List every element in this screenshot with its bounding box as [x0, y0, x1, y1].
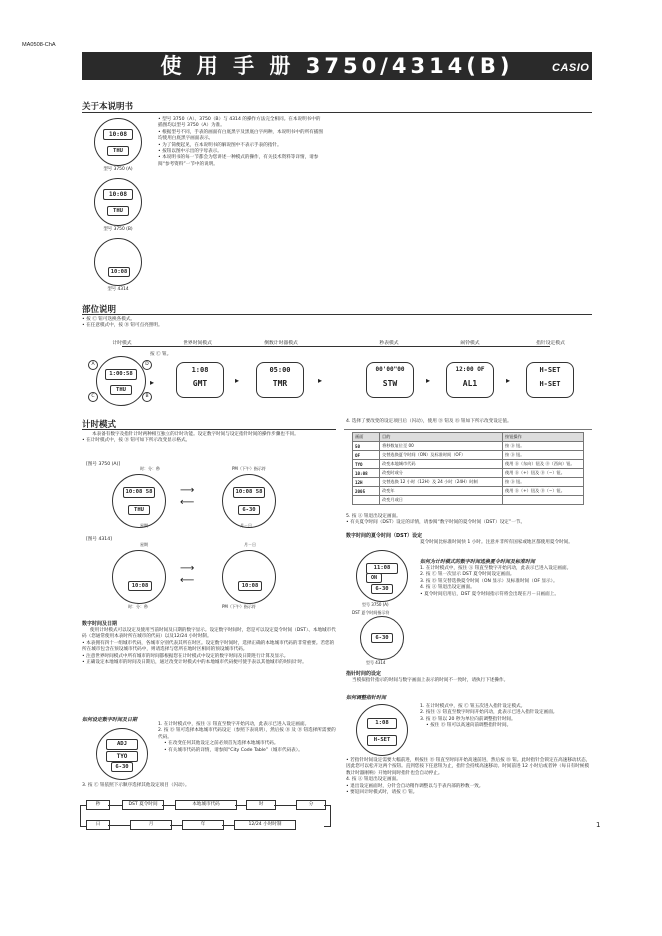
flow-arrow: [108, 825, 130, 826]
mode-lcd-sub: THU: [110, 385, 132, 395]
mode-lcd: 00'00"00: [375, 366, 405, 373]
label-weekday: 星期: [140, 542, 148, 547]
mode-flow-line: [122, 346, 550, 347]
parts-heading: 部位说明: [82, 305, 117, 315]
lcd-time: 1:08: [367, 718, 397, 729]
flow-arrow: [108, 805, 122, 806]
digital-text: 使用计时模式可以设定及使用当前时间及日期的数字显示。设定数字时间时，您是可以设定夏令时间（DST）、本地城市代码（您通常使用本表时所在城市的代码）以及12/24 小时时制。: [82, 628, 336, 640]
digital-body: [82, 628, 336, 666]
digital-bullet: • 注意世界时间模式中所有城市的时间都根据您在计时模式中设定的数字时间及日期进行计算及显示。: [82, 653, 289, 659]
mode-lcd: 1:00:58: [105, 369, 137, 380]
dst-step: 4. 按 Ⓐ 钮退出设定画面。: [420, 585, 475, 591]
lcd-adj: ADJ: [106, 739, 138, 750]
table-cell-purpose: 改变本地城市代码: [380, 460, 503, 469]
mode-label-alarm: 闹铃模式: [460, 341, 480, 346]
mode-lcd: H-SET: [539, 366, 561, 374]
flow-box-seconds: 秒: [86, 800, 110, 810]
table-row: [353, 478, 584, 487]
parts-bullet: • 按 Ⓒ 钮可迭换各模式。: [82, 317, 136, 322]
digital-bullet: • 正确设定本地城市的时间及日期后，通过改变计时模式中的本地城市代码便可使手表以其他城市的时间计时。: [82, 660, 307, 666]
table-cell-screen: OF: [353, 451, 380, 460]
analog-bullet: 4. 按 Ⓐ 钮退出设定画面。: [346, 777, 401, 783]
arrow-left-icon: ⟵: [180, 575, 195, 586]
watch-lcd-day: THU: [107, 146, 129, 156]
label-pm: PM（下午）指示符: [222, 604, 256, 609]
mode-lcd-sub: TMR: [272, 379, 288, 388]
label-hms: 时：分：秒: [140, 466, 160, 471]
step-note: • 在改变任何其他设定之前必须首先选择本地城市代码。: [164, 741, 279, 747]
lcd-date: 6-30: [371, 584, 393, 594]
dst-heading: 数字时间的夏令时间（DST）设定: [346, 533, 423, 539]
caption-3750b: 型号 3750 (B): [103, 227, 133, 232]
analog-bullet: • 若指针时间设定需要大幅前进，则按住 Ⓓ 钮直至时间开始高速前进，然后按 Ⓑ 钮。此时指针会锁定在高速移动状态，因此您可以松开这两个按钮。直到您按下任意钮为止，指针会持续高速移动。时间前进 12 小时后或者钟（每日有时候模数计时器刚响）开始时间时指针也会自动停止。: [346, 758, 591, 776]
flow-return-right: [324, 805, 331, 827]
dst-step: 1. 在计时模式中，按住 Ⓐ 钮直至数字开始闪动，此表示已进入设定画面。: [420, 566, 572, 571]
table-cell-purpose: 改变月或日: [380, 496, 503, 505]
digital-heading: 数字时间及日期: [82, 621, 118, 627]
table-cell-screen: TYO: [353, 460, 380, 469]
lcd-time: 10:08: [238, 581, 262, 591]
flow-box-1224: 12/24 小时时制: [234, 820, 296, 830]
dst-step: • 夏令时间启用后，DST 夏令时间指示符将会出现在月－日画面上。: [420, 591, 559, 597]
caption-3750a: 型号 3750 (A): [362, 602, 389, 607]
table-cell-op: 使用 Ⓓ（东向）钮及 Ⓑ（西向）钮。: [503, 460, 584, 469]
table-header: 按钮操作: [503, 433, 584, 442]
caption-4314: 型号 4314: [366, 660, 386, 665]
lcd-hset: H-SET: [367, 735, 397, 746]
watch-4314-day: [112, 550, 166, 604]
watch-setting-illustration: [96, 728, 148, 780]
watch-4314-illustration: [94, 238, 142, 286]
label-hms: 时：分：秒: [128, 604, 148, 609]
timekeeping-heading: 计时模式: [82, 420, 117, 430]
dst-step: 2. 按 Ⓒ 钮一次显示 DST 夏令时间设定画面。: [420, 572, 515, 578]
flow-arrow: [235, 805, 246, 806]
mode-lcd-sub: H-SET: [539, 380, 561, 388]
parts-bullets: [82, 317, 332, 330]
analog-bullets: [346, 758, 592, 796]
lcd-time: 11:08: [366, 563, 398, 574]
lcd-time: 10:08 58: [233, 487, 265, 498]
table-header: 目的: [380, 433, 503, 442]
analog-bullet: • 退出设定画面时，分针会自动稍作调整以与手表内部的秒数一致。: [346, 783, 484, 789]
flow-box-home-city: 本地城市代码: [175, 800, 237, 810]
about-watches: [88, 118, 152, 298]
watch-dst-illustration: [356, 550, 408, 602]
analog-steps: [420, 704, 592, 730]
section-divider: [82, 112, 592, 113]
lcd-day: THU: [128, 505, 150, 515]
watch-lcd-day: THU: [107, 206, 129, 216]
arrow-right-icon: ▸: [150, 378, 155, 387]
button-b: B: [142, 392, 152, 402]
arrow-right-icon: ▸: [426, 376, 431, 385]
step4: 4. 选择了要改变的设定项目后（闪动），使用 Ⓓ 钮及 Ⓑ 钮如下所示改变设定值。: [346, 419, 512, 424]
table-row: [353, 487, 584, 496]
watch-lcd: 10:08: [108, 267, 130, 277]
timekeeping-intro-text: 本表备有数字及指针计时两种相互独立的计时功能。设定数字时间与设定指针时间的操作步骤也不同。: [92, 432, 299, 437]
table-header: 画面: [353, 433, 380, 442]
analog-step: 1. 在计时模式中，按 Ⓒ 钮五次进入指针设定模式。: [420, 704, 526, 709]
dst-steps: [420, 566, 592, 598]
lcd-countdown: [256, 362, 304, 398]
about-heading: 关于本说明书: [82, 102, 134, 112]
lcd-time: 10:08: [128, 581, 152, 591]
mode-lcd-sub: AL1: [462, 379, 478, 388]
watch-3750b-illustration: [94, 178, 142, 226]
arrow-right-icon: ⟶: [180, 563, 195, 574]
table-cell-op: [503, 496, 584, 505]
about-bullet: • 型号 3750（A）、3750（B）与 4314 的操作方法完全相同。在本说明书中的插图均以型号 3750（A）为准。: [158, 117, 321, 129]
table-cell-screen: 12H: [353, 478, 380, 487]
table-row: [353, 469, 584, 478]
analog-text: 当模拟指针指示的时间与数字画面上表示的时间不一致时，请执行下述操作。: [352, 678, 509, 683]
table-cell-op: 使用 Ⓓ（+）钮及 Ⓑ（−）钮。: [503, 469, 584, 478]
mode-lcd: 05:00: [269, 366, 291, 374]
mode-lcd: 12:00 OF: [455, 366, 485, 373]
table-cell-screen: 10:08: [353, 469, 380, 478]
lcd-hand-setting: [526, 362, 574, 398]
table-cell-purpose: 交替选换 12 小时（12H）及 24 小时（24H）时制: [380, 478, 503, 487]
table-cell-op: 按 Ⓓ 钮。: [503, 442, 584, 451]
about-bullet: • 按钮以图中示出的字母表示。: [158, 149, 222, 155]
table-cell-op: 按 Ⓓ 钮。: [503, 478, 584, 487]
analog-step: 2. 按住 Ⓐ 钮直至数字时间开始闪动，此表示已进入指针设定画面。: [420, 710, 558, 716]
howto-set-heading: 如何设定数字时间及日期: [82, 717, 138, 723]
step: 1. 在计时模式中，按住 Ⓐ 钮直至数字开始闪动，此表示已进入设定画面。: [158, 722, 310, 727]
watch-3750a-illustration: [94, 118, 142, 166]
mode-lcd: 1:08: [191, 366, 209, 374]
flow-box-month: 月: [130, 820, 172, 830]
table-cell-purpose: 改变年: [380, 487, 503, 496]
parts-bullet: • 在任意模式中，按 Ⓑ 钮可点亮照明。: [82, 323, 163, 329]
table-row: [353, 451, 584, 460]
mode-label-stopwatch: 秒表模式: [379, 341, 399, 346]
table-cell-purpose: 改变时或分: [380, 469, 503, 478]
flow-box-day: 日: [86, 820, 110, 830]
watch-lcd: 10:08: [103, 189, 133, 200]
table-cell-purpose: 将秒数复位至 00: [380, 442, 503, 451]
lcd-date: 6-30: [238, 505, 260, 515]
mode-label-world-time: 世界时间模式: [183, 341, 212, 346]
dst-step: 3. 按 Ⓓ 钮交替选换夏令时间（ON 显示）及标准时间（OF 显示）。: [420, 578, 558, 584]
flow-box-year: 年: [182, 820, 224, 830]
step5-note: • 有关夏令时间（DST）设定的详情，请参阅“数字时间的夏令时间（DST）设定”一节。: [346, 520, 526, 526]
step-note: • 有关城市代码的详情，请参阅“City Code Table”（城市代码表）。: [164, 747, 303, 753]
watch-4314-date: [222, 550, 276, 604]
table-cell-op: 使用 Ⓓ（+）钮及 Ⓑ（−）钮。: [503, 487, 584, 496]
mode-label-countdown: 倒数计时器模式: [264, 341, 298, 346]
button-d: D: [142, 360, 152, 370]
section-divider: [82, 314, 592, 315]
lcd-dst: ON: [366, 573, 382, 583]
table-row: [353, 442, 584, 451]
arrow-right-icon: ▸: [506, 376, 511, 385]
lcd-world-time: [176, 362, 224, 398]
step3: 3. 按 Ⓒ 钮依照下示顺序选择其他设定项目（闪动）。: [82, 783, 190, 788]
analog-step: 3. 按 Ⓓ 钮以 20 秒为单位向前调整指针时间。: [420, 716, 516, 722]
page-title: 使 用 手 册 3750/4314(B): [160, 54, 514, 78]
table-row: [353, 460, 584, 469]
fig-label-3750a: [图号 3750 (A)]: [86, 462, 121, 467]
caption-3750a: 型号 3750 (A): [103, 167, 133, 172]
document-id: MA0508-ChA: [22, 42, 56, 48]
flow-arrow: [170, 825, 182, 826]
analog-heading: 指针时间的设定: [346, 671, 382, 677]
analog-bullet: • 要返回计时模式时，请按 Ⓒ 钮。: [346, 790, 418, 796]
table-cell-screen: [353, 496, 380, 505]
table-cell-screen: 2005: [353, 487, 380, 496]
label-month-day: 月－日: [244, 542, 256, 547]
flow-return-left: [80, 805, 87, 827]
timekeeping-bullet: • 在计时模式中，按 Ⓓ 钮可如下所示改变显示格式。: [82, 438, 191, 444]
timekeeping-intro: [82, 432, 336, 445]
label-pm: PM（下午）指示符: [232, 466, 266, 471]
lcd-city: TYO: [106, 751, 138, 762]
flow-box-hour: 时: [246, 800, 276, 810]
dst-text: 夏令时间比标准时间快 1 小时。注意并非所有国家或地区都使用夏令时间。: [420, 540, 573, 545]
watch-timekeeping-illustration: [96, 356, 146, 406]
dst-howto-heading: 如何为计时模式的数字时间选换夏令时间及标准时间: [420, 559, 536, 565]
analog-step-note: • 按住 Ⓓ 钮可以高速向前调整指针时间。: [426, 723, 512, 729]
settings-table: [352, 432, 584, 505]
lcd-stopwatch: [366, 362, 414, 398]
mode-lcd-sub: GMT: [192, 379, 208, 388]
mode-label-timekeeping: 计时模式: [112, 341, 132, 346]
table-cell-purpose: 交替选换夏令时间（ON）及标准时间（OF）: [380, 451, 503, 460]
lcd-alarm: [446, 362, 494, 398]
caption-dst-indicator: DST 夏令时间指示符: [352, 610, 390, 615]
about-bullets: [158, 117, 323, 168]
lcd-date: 6-30: [111, 762, 133, 772]
lcd-time: 6-30: [371, 633, 393, 643]
digital-bullet: • 本表拥有四十一组城市代码，各城市分别代表其所在时区。设定数字时间时，选择正确的本地城市代码的非常重要。若您的所在城市包含在预设城市代码中，则请选择与您所在地时区相同的预设城市代码。: [82, 640, 335, 653]
arrow-right-icon: ▸: [235, 376, 240, 385]
table-header-row: [353, 433, 584, 442]
section-divider: [344, 429, 592, 430]
label-month-day: 月－日: [240, 523, 252, 528]
about-bullet: • 为了简便起见，在本说明书的解说图中不表示手表的指针。: [158, 142, 282, 148]
fig-label-4314: [图号 4314]: [86, 537, 112, 542]
table-cell-op: 按 Ⓓ 钮。: [503, 451, 584, 460]
flow-arrow: [162, 805, 175, 806]
mode-lcd-sub: STW: [382, 379, 398, 388]
arrow-left-icon: ⟵: [180, 497, 195, 508]
caption-4314: 型号 4314: [107, 287, 129, 292]
watch-lcd: 10:08: [103, 129, 133, 140]
arrow-right-icon: ⟶: [180, 485, 195, 496]
step5-block: [346, 514, 592, 527]
page-number: 1: [596, 821, 601, 829]
analog-howto-heading: 如何调整指针时间: [346, 695, 387, 701]
lcd-time: 10:08 58: [123, 487, 155, 498]
watch-hand-set-illustration: [356, 704, 408, 756]
flow-box-minute: 分: [296, 800, 326, 810]
brand-logo: CASIO: [552, 62, 590, 74]
about-bullet: • 根据型号不同，手表的画面有白底黑字及黑底白字两种，本说明书中的所有插图均使用白底黑字画面表示。: [158, 129, 323, 142]
label-weekday: 星期: [140, 523, 148, 528]
watch-display-day: [112, 474, 166, 528]
step5: 5. 按 Ⓐ 钮退出设定画面。: [346, 514, 401, 519]
flow-box-dst: DST 夏令时间: [122, 800, 164, 810]
mode-label-hand-setting: 指针设定模式: [536, 341, 565, 346]
table-row: [353, 496, 584, 505]
about-bullet: • 本说明书的每一节都会为您讲述一种模式的操作，有关技术资料等详情，请参阅“参考资料”一节中的说明。: [158, 155, 319, 167]
flow-arrow: [274, 805, 296, 806]
button-c: C: [88, 392, 98, 402]
section-divider: [82, 429, 336, 430]
arrow-right-icon: ▸: [318, 376, 323, 385]
howto-steps: [158, 722, 338, 754]
press-c-note: 按 Ⓒ 钮。: [150, 352, 172, 357]
watch-4314-dst-illustration: [360, 616, 404, 660]
step: 2. 按 Ⓓ 钮可选择本地城市代码设定（参照下表说明），然后按 Ⓑ 及 Ⓓ 钮选择所需要的代码。: [158, 728, 336, 740]
button-a: A: [88, 360, 98, 370]
table-cell-screen: 50: [353, 442, 380, 451]
flow-arrow: [222, 825, 234, 826]
watch-display-date: [222, 474, 276, 528]
